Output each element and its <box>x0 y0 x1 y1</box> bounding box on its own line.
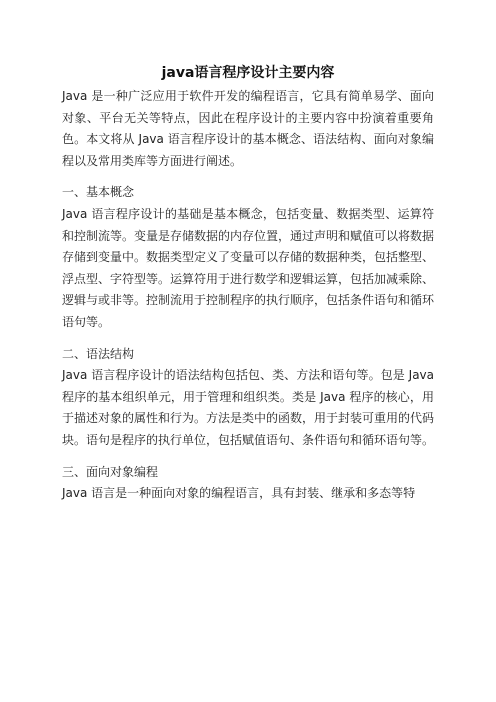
section-body-syntax: Java 语言程序设计的语法结构包括包、类、方法和语句等。包是 Java 程序的基本组织单元，用于管理和组织类。类是 Java 程序的核心，用于描述对象的属性和行为。方法是类中的函数，用于封装可重用的代码块。语句是程序的执行单位，包括赋值语句、条件语句和循环语句等。 <box>62 368 435 447</box>
section-spacer <box>62 452 434 462</box>
document-title: java语言程序设计主要内容 <box>161 65 335 81</box>
section-spacer <box>62 334 434 344</box>
section-spacer <box>62 172 434 182</box>
section-body-oop: Java 语言是一种面向对象的编程语言，具有封装、继承和多态等特 <box>62 486 416 501</box>
document-page <box>62 60 434 505</box>
section-body-basic-concepts: Java 语言程序设计的基础是基本概念，包括变量、数据类型、运算符和控制流等。变量是存储数据的内存位置，通过声明和赋值可以将数据存储到变量中。数据类型定义了变量可以存储的数据种类，包括整型、浮点型、字符型等。运算符用于进行数学和逻辑运算，包括加减乘除、逻辑与或非等。控制流用于控制程序的执行顺序，包括条件语句和循环语句等。 <box>62 206 435 329</box>
section-heading-oop: 三、面向对象编程 <box>62 464 159 479</box>
intro-paragraph: Java 是一种广泛应用于软件开发的编程语言，它具有简单易学、面向对象、平台无关等特点，因此在程序设计的主要内容中扮演着重要角色。本文将从 Java 语言程序设计的基本概念、语法结构、面向对象编程以及常用类库等方面进行阐述。 <box>62 89 434 168</box>
section-heading-basic-concepts: 一、基本概念 <box>62 185 135 200</box>
section-heading-syntax: 二、语法结构 <box>62 346 135 361</box>
